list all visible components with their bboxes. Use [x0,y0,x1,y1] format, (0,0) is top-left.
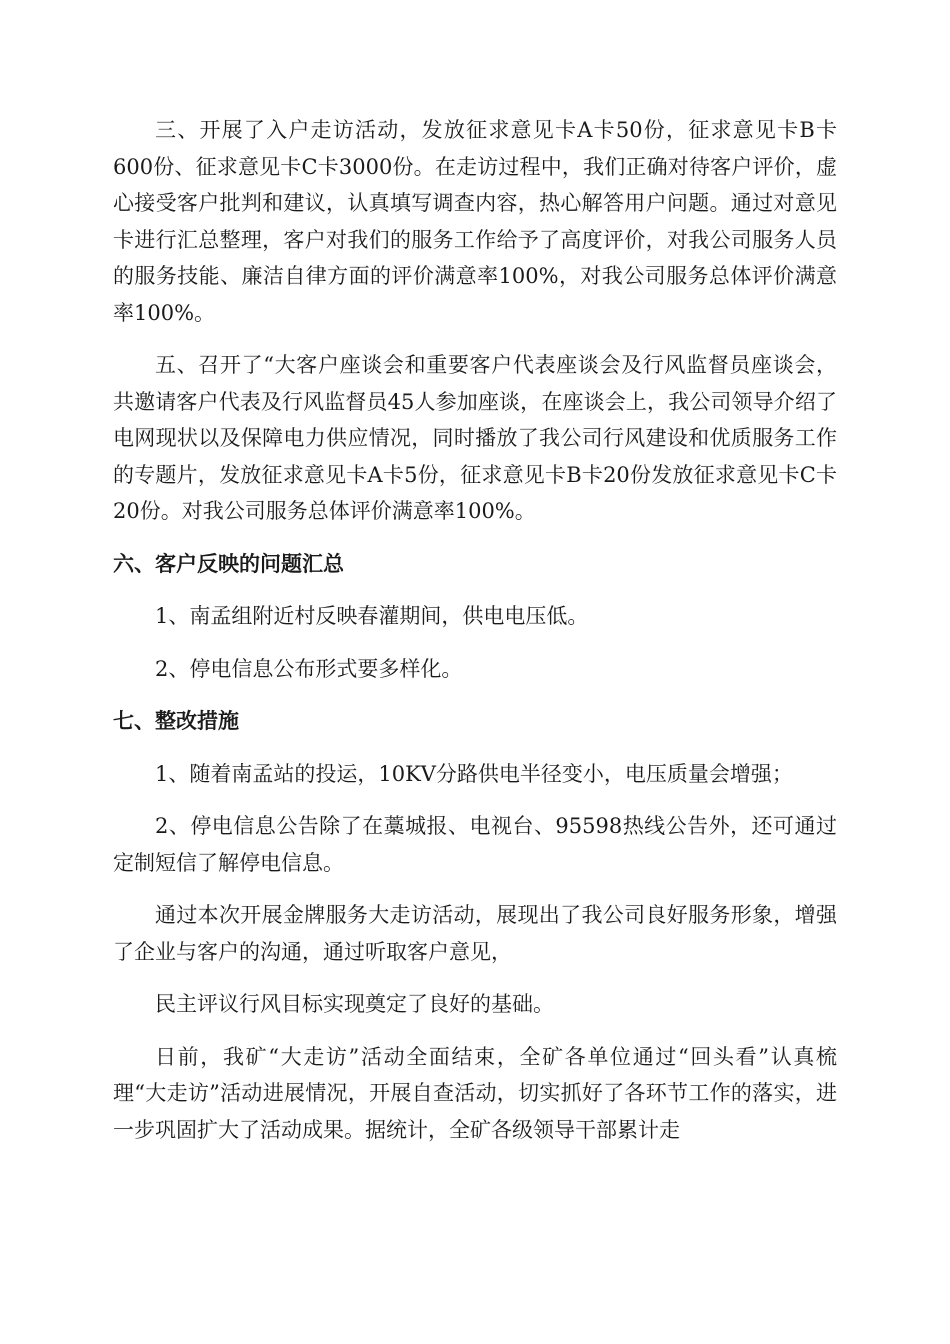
list-item-problem-2: 2、停电信息公布形式要多样化。 [155,656,463,681]
paragraph-visit-activity: 三、开展了入户走访活动，发放征求意见卡A卡50份，征求意见卡B卡600份、征求意见卡C卡3000份。在走访过程中，我们正确对待客户评价，虚心接受客户批判和建议，认真填写调查内容，热心解答用户问题。通过对意见卡进行汇总整理，客户对我们的服务工作给予了高度评价，对我公司服务人员的服务技能、廉洁自律方面的评价满意率100%，对我公司服务总体评价满意率100%。 [113,118,837,325]
list-item-problem-1: 1、南孟组附近村反映春灌期间，供电电压低。 [155,604,589,628]
paragraph-foundation: 民主评议行风目标实现奠定了良好的基础。 [155,992,554,1016]
heading-section-six: 六、客户反映的问题汇总 [113,551,344,576]
paragraph-mine-visit: 日前，我矿“大走访”活动全面结束，全矿各单位通过“回头看”认真梳理“大走访”活动进展情况，开展自查活动，切实抓好了各环节工作的落实，进一步巩固扩大了活动成果。据统计，全矿各级领导干部累计走 [113,1044,837,1142]
document-body [113,112,837,1164]
list-item-measure-1: 1、随着南孟站的投运，10KV分路供电半径变小，电压质量会增强； [155,761,793,786]
list-item-measure-2: 2、停电信息公告除了在藁城报、电视台、95598热线公告外，还可通过定制短信了解停电信息。 [113,814,837,875]
paragraph-summary: 通过本次开展金牌服务大走访活动，展现出了我公司良好服务形象，增强了企业与客户的沟通，通过听取客户意见， [113,903,837,964]
paragraph-symposium: 五、召开了“大客户座谈会和重要客户代表座谈会及行风监督员座谈会，共邀请客户代表及行风监督员45人参加座谈，在座谈会上，我公司领导介绍了电网现状以及保障电力供应情况，同时播放了我公司行风建设和优质服务工作的专题片，发放征求意见卡A卡5份，征求意见卡B卡20份发放征求意见卡C卡20份。对我公司服务总体评价满意率100%。 [113,353,837,523]
heading-section-seven: 七、整改措施 [113,709,239,733]
